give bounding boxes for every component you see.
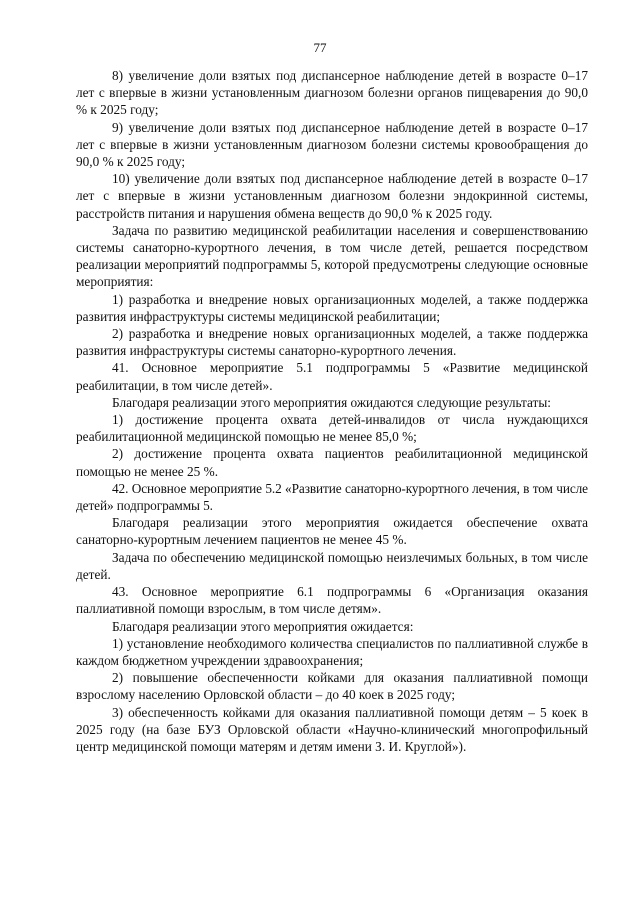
- paragraph-sanatorium-result: Благодаря реализации этого мероприятия ожидается обеспечение охвата санаторно-курортным лечением пациентов не менее 45 %.: [76, 515, 588, 548]
- paragraph-expected-3: 3) обеспеченность койками для оказания паллиативной помощи детям – 5 коек в 2025 году (на базе БУЗ Орловской области «Научно-клинический многопрофильный центр медицинской помощи матерям и детям имени З. И. Круглой»).: [76, 704, 588, 754]
- paragraph-palliative-task: Задача по обеспечению медицинской помощью неизлечимых больных, в том числе детей.: [76, 549, 588, 582]
- paragraph-expected-2: 2) повышение обеспеченности койками для оказания паллиативной помощи взрослому населению Орловской области – до 40 коек в 2025 году;: [76, 670, 588, 703]
- paragraph-activity-41: 41. Основное мероприятие 5.1 подпрограммы 5 «Развитие медицинской реабилитации, в том числе детей».: [76, 360, 588, 393]
- paragraph-item-9: 9) увеличение доли взятых под диспансерное наблюдение детей в возрасте 0–17 лет с впервые в жизни установленным диагнозом болезни системы кровообращения до 90,0 % к 2025 году;: [76, 119, 588, 170]
- paragraph-result-2: 2) достижение процента охвата пациентов реабилитационной медицинской помощью не менее 25 %.: [76, 446, 588, 479]
- paragraph-activity-43: 43. Основное мероприятие 6.1 подпрограммы 6 «Организация оказания паллиативной помощи взрослым, в том числе детям».: [76, 584, 588, 617]
- paragraph-item-10: 10) увеличение доли взятых под диспансерное наблюдение детей в возрасте 0–17 лет с впервые в жизни установленным диагнозом болезни эндокринной системы, расстройств питания и нарушения обмена веществ до 90,0 % к 2025 году.: [76, 171, 588, 221]
- paragraph-results-intro: Благодаря реализации этого мероприятия ожидаются следующие результаты:: [112, 394, 551, 410]
- document-body: [76, 67, 588, 755]
- page-number: 77: [313, 40, 327, 55]
- paragraph-item-8: 8) увеличение доли взятых под диспансерное наблюдение детей в возрасте 0–17 лет с впервые в жизни установленным диагнозом болезни органов пищеварения до 90,0 % к 2025 году;: [76, 68, 588, 118]
- paragraph-rehab-measure-2: 2) разработка и внедрение новых организационных моделей, а также поддержка развития инфраструктуры системы санаторно-курортного лечения.: [76, 326, 588, 359]
- paragraph-expected-1: 1) установление необходимого количества специалистов по паллиативной службе в каждом бюджетном учреждении здравоохранения;: [76, 635, 588, 668]
- paragraph-expected-intro: Благодаря реализации этого мероприятия ожидается:: [112, 618, 414, 634]
- paragraph-rehab-measure-1: 1) разработка и внедрение новых организационных моделей, а также поддержка развития инфраструктуры системы медицинской реабилитации;: [76, 291, 588, 324]
- paragraph-activity-42: 42. Основное мероприятие 5.2 «Развитие санаторно-курортного лечения, в том числе детей» подпрограммы 5.: [76, 480, 588, 514]
- paragraph-rehab-task: Задача по развитию медицинской реабилитации населения и совершенствованию системы санаторно-курортного лечения, в том числе детей, решается посредством реализации мероприятий подпрограммы 5, которой предусмотрены следующие основные мероприятия:: [76, 222, 588, 290]
- paragraph-result-1: 1) достижение процента охвата детей-инвалидов от числа нуждающихся реабилитационной медицинской помощью не менее 85,0 %;: [76, 412, 588, 445]
